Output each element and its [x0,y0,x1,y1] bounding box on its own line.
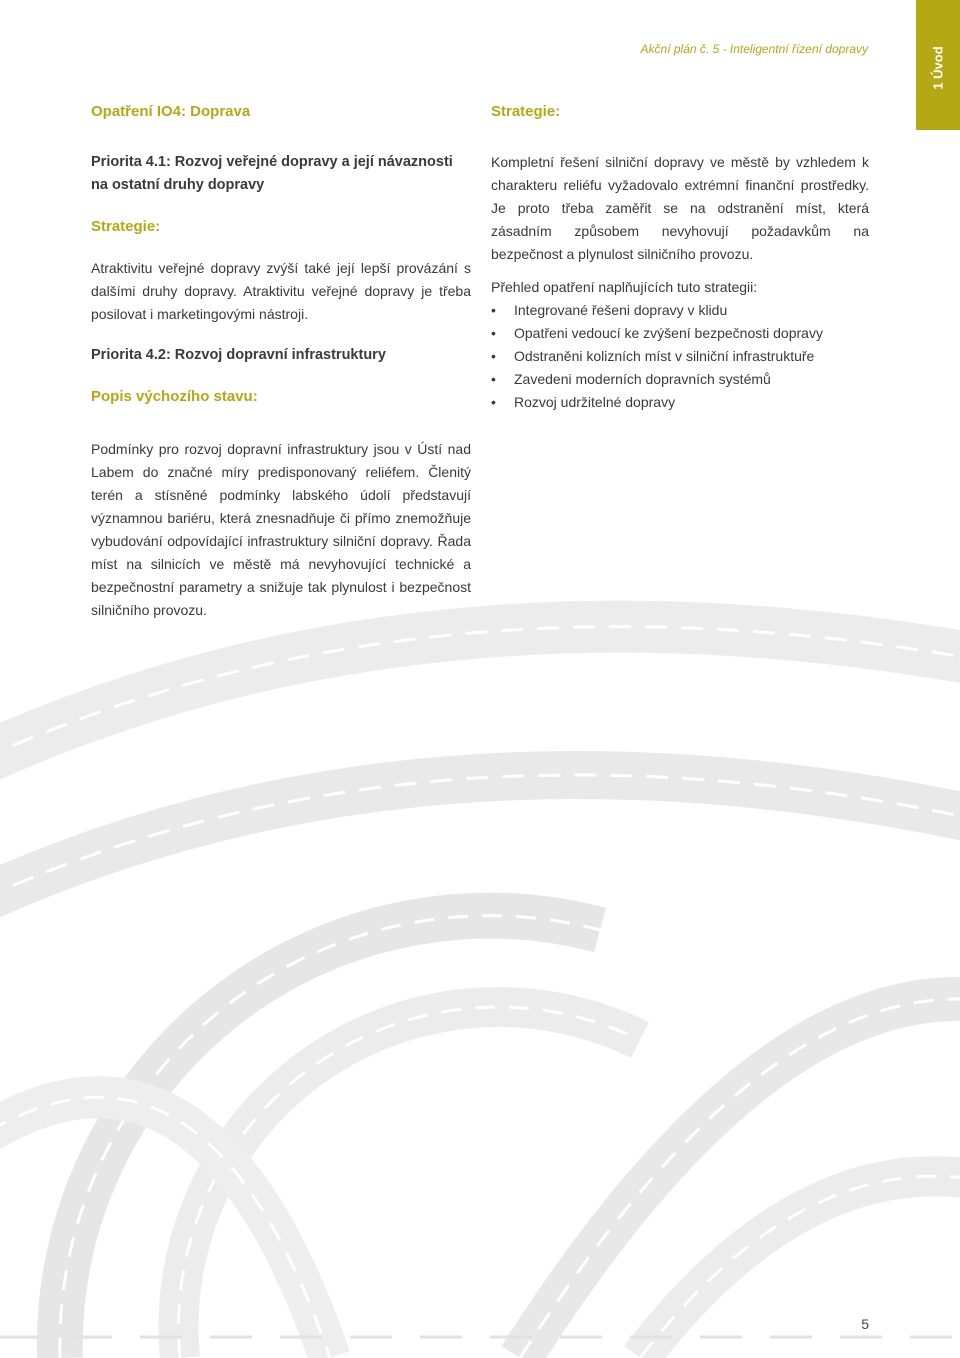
strategy-text-right: Kompletní řešení silniční dopravy ve městě by vzhledem k charakteru reliéfu vyžadovalo extrémní finanční prostředky. Je proto třeba zaměřit se na odstranění míst, která zásadním způsobem nevyhovují požadavkům na bezpečnost a plynulost silničního provozu. [491,154,869,262]
measure-title: Opatření IO4: Doprava [91,103,251,120]
list-item: • Rozvoj udržitelné dopravy [491,391,869,414]
bullet-icon: • [491,348,496,364]
priority-4-1-title: Priorita 4.1: Rozvoj veřejné dopravy a její návaznosti na ostatní druhy dopravy [91,154,453,193]
list-item: • Zavedeni moderních dopravních systémů [491,368,869,391]
bullet-icon: • [491,325,496,341]
left-column [91,100,471,409]
initial-state-text: Podmínky pro rozvoj dopravní infrastruktury jsou v Ústí nad Labem do značné míry predisponovaný reliéfem. Členitý terén a stísněné podmínky labského údolí představují významnou bariéru, která znesnadňuje či přímo znemožňuje vybudování odpovídající infrastruktury silniční dopravy. Řada míst na silnicích ve městě má nevyhovující technické a bezpečnostní parametry a snižuje tak plynulost i bezpečnost silničního provozu. [91,441,471,618]
list-item: • Opatřeni vedoucí ke zvýšení bezpečnosti dopravy [491,322,869,345]
chapter-tab[interactable] [916,0,960,130]
strategy-heading-right: Strategie: [491,103,561,120]
road-arc-outer [0,627,960,760]
road-arc-second [0,775,960,900]
road-arc-circle-left [60,916,600,1358]
strategy-heading-left: Strategie: [91,218,161,235]
priority-4-2-title: Priorita 4.2: Rozvoj dopravní infrastruktury [91,347,386,363]
bullet-icon: • [491,394,496,410]
priority-4-1-text: Atraktivitu veřejné dopravy zvýší také její lepší provázání s dalšími druhy dopravy. Atraktivitu veřejné dopravy je třeba posilovat i marketingovými nástroji. [91,260,471,322]
page-number: 5 [861,1316,869,1332]
list-item: • Odstraněni kolizních míst v silniční infrastruktuře [491,345,869,368]
bullet-icon: • [491,302,496,318]
initial-state-block [91,438,471,622]
road-arc-lower-right [640,1176,960,1358]
bullet-icon: • [491,371,496,387]
running-header: Akční plán č. 5 - Inteligentní řízení dopravy [640,42,868,56]
chapter-tab-label: 1 Úvod [930,46,946,90]
measures-list [491,299,869,414]
right-column [491,100,869,414]
initial-state-heading: Popis výchozího stavu: [91,388,258,405]
overview-intro: Přehled opatření naplňujících tuto strategii: [491,279,758,295]
list-item: • Integrované řešeni dopravy v klidu [491,299,869,322]
